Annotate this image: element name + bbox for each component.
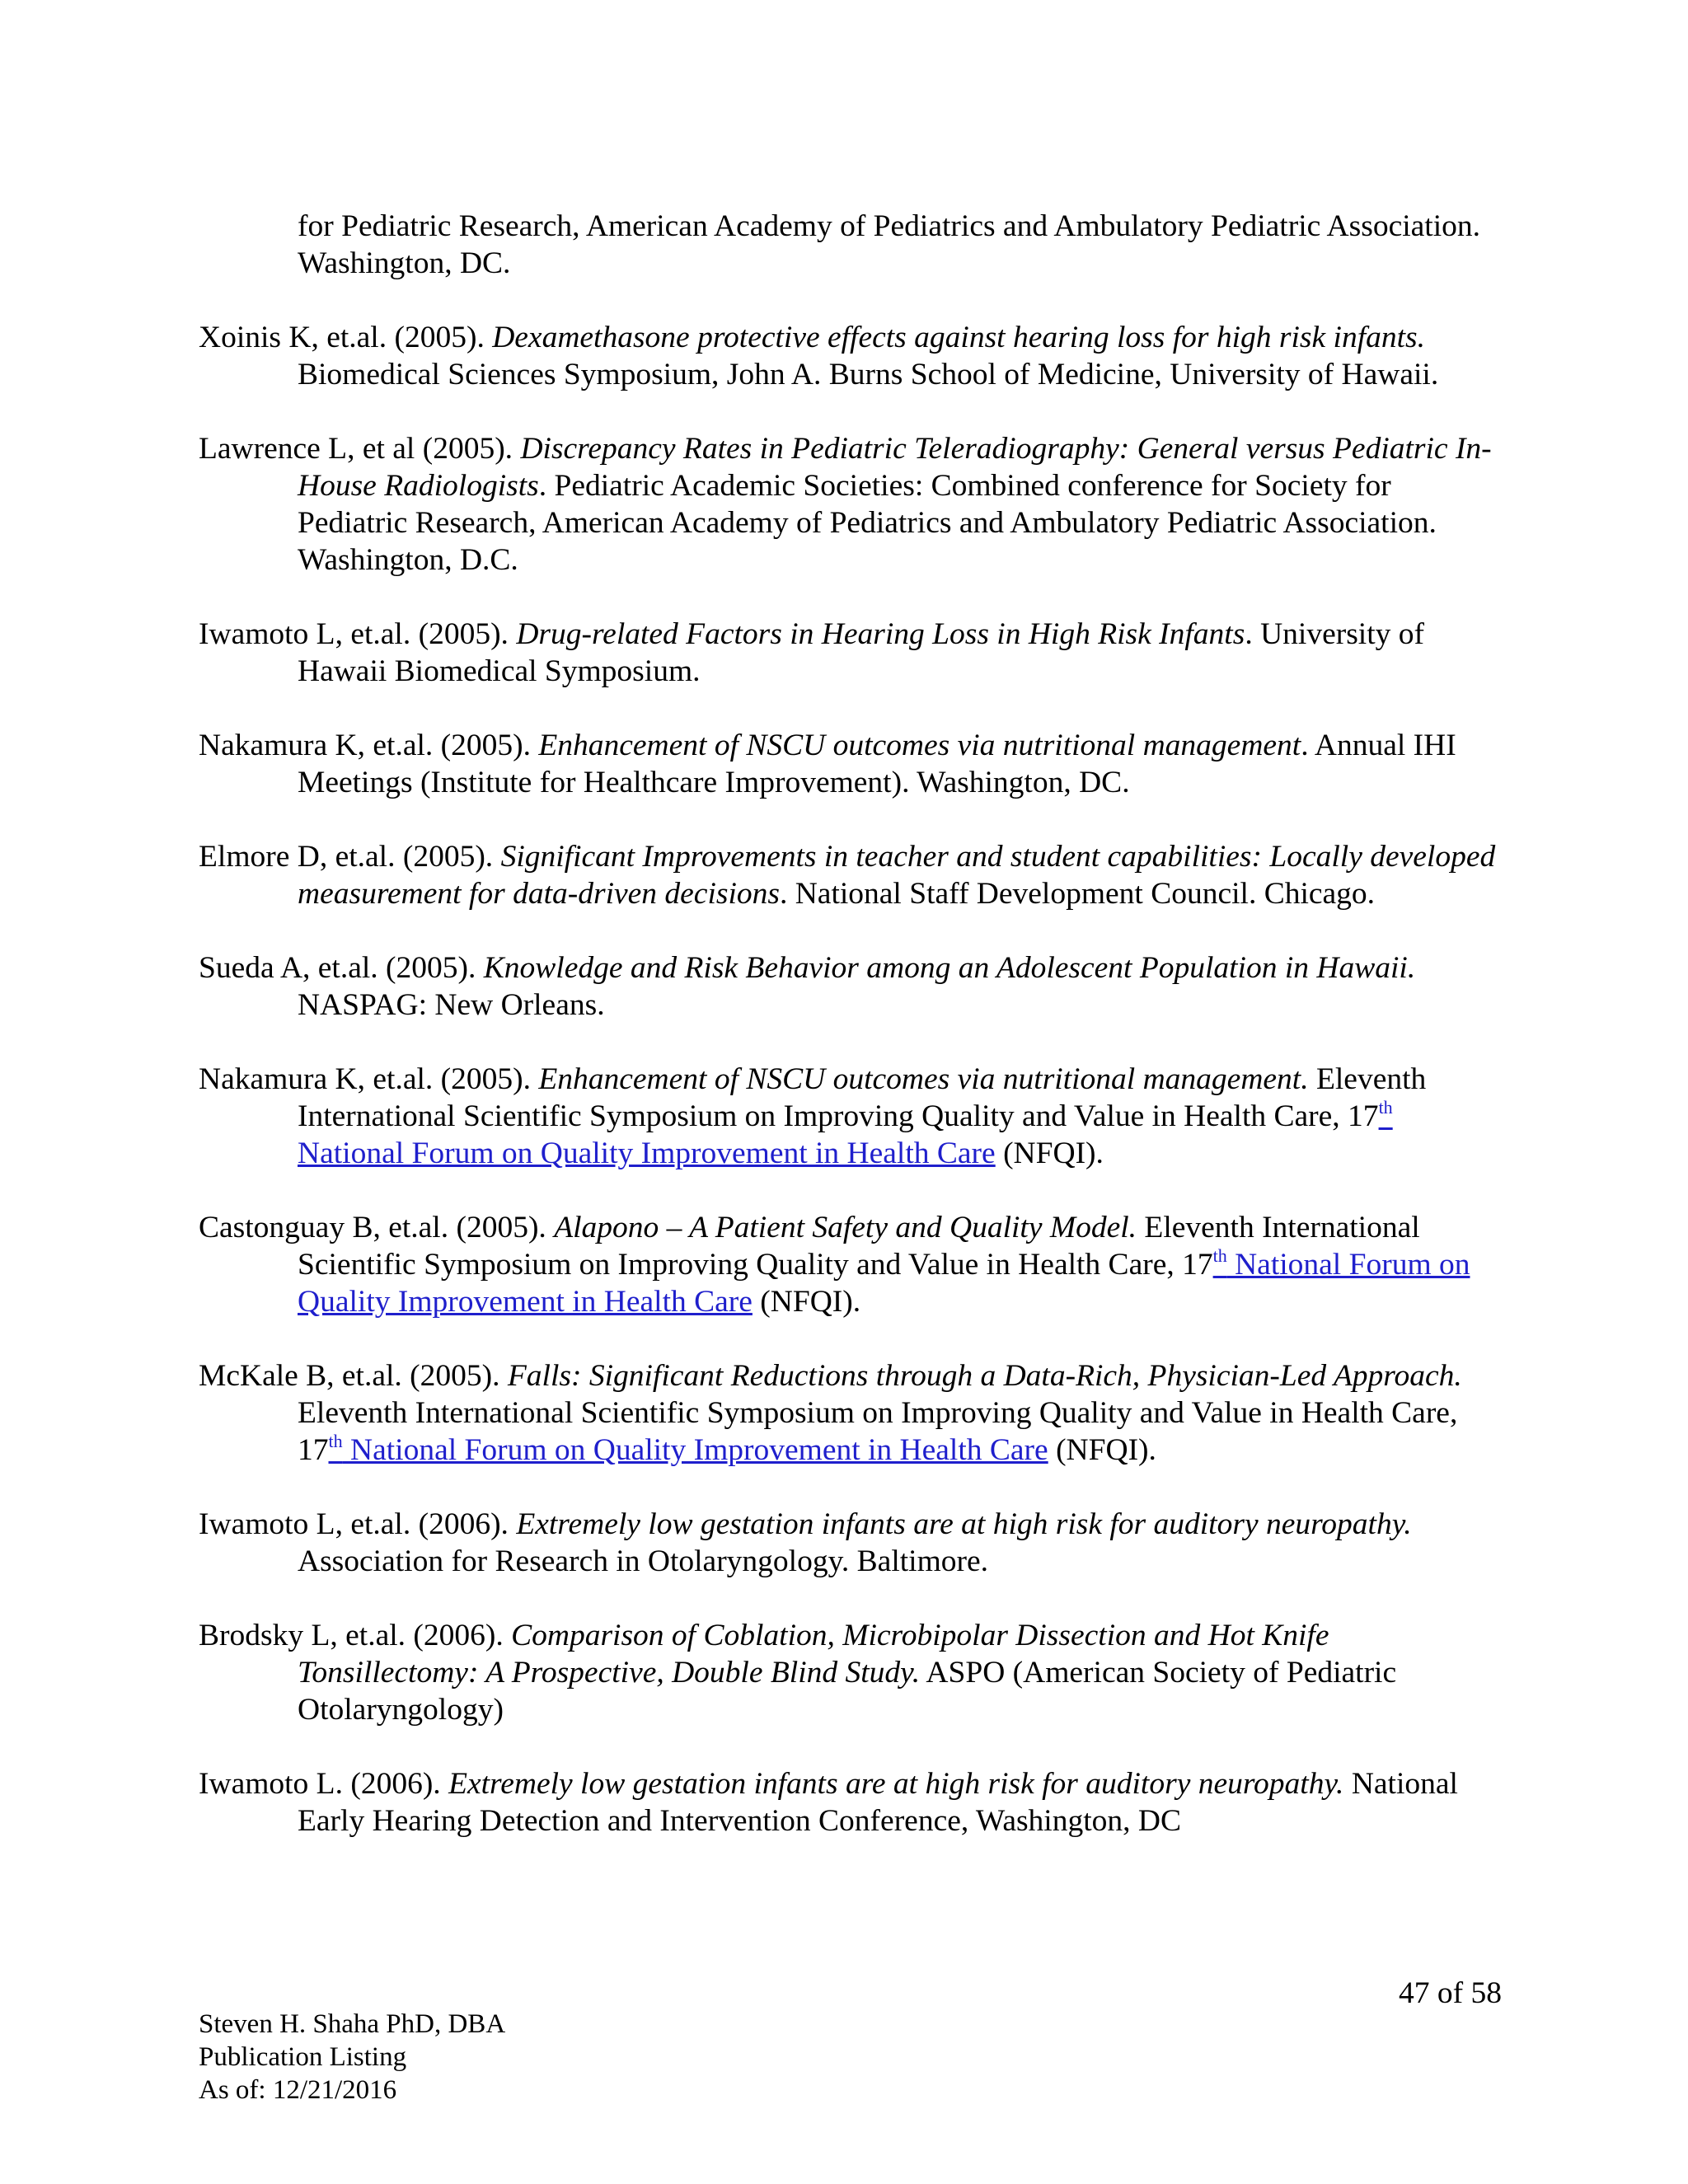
- list-item: [199, 1765, 1501, 1840]
- entry-tail: (NFQI).: [1048, 1433, 1156, 1467]
- list-item: [199, 1061, 1501, 1172]
- entry-venue: . National Staff Development Council. Chicago.: [779, 877, 1376, 911]
- publication-list: [199, 208, 1501, 1877]
- entry-authors: Nakamura K, et.al. (2005).: [199, 729, 539, 762]
- entry-title: Enhancement of NSCU outcomes via nutritional management.: [538, 1062, 1309, 1096]
- entry-title: Comparison of Coblation, Microbipolar Dissection and Hot Knife Tonsillectomy: A Prospective, Double Blind Study.: [298, 1619, 1329, 1690]
- list-item: [199, 430, 1501, 579]
- entry-title: Extremely low gestation infants are at high risk for auditory neuropathy.: [448, 1767, 1344, 1801]
- entry-authors: Elmore D, et.al. (2005).: [199, 840, 501, 874]
- entry-authors: McKale B, et.al. (2005).: [199, 1359, 508, 1393]
- list-item: [199, 949, 1501, 1024]
- ordinal-suffix: th: [1378, 1097, 1393, 1118]
- link-text: National Forum on Quality Improvement in Health Care: [342, 1433, 1048, 1467]
- entry-title: Falls: Significant Reductions through a Data-Rich, Physician-Led Approach.: [507, 1359, 1462, 1393]
- entry-venue: . Annual IHI Meetings (Institute for Healthcare Improvement). Washington, DC.: [298, 729, 1456, 799]
- list-item: [199, 838, 1501, 912]
- entry-venue: . University of Hawaii Biomedical Symposium.: [298, 617, 1424, 688]
- page-number: 47 of 58: [1399, 1976, 1502, 2010]
- entry-venue: Biomedical Sciences Symposium, John A. Burns School of Medicine, University of Hawaii.: [298, 358, 1439, 391]
- nfqi-link[interactable]: [329, 1433, 1048, 1467]
- list-item: [199, 1357, 1501, 1469]
- entry-venue: Association for Research in Otolaryngology. Baltimore.: [298, 1544, 989, 1578]
- entry-title: Discrepancy Rates in Pediatric Teleradiography: General versus Pediatric In-House Radiologists: [298, 432, 1492, 503]
- entry-authors: Iwamoto L, et.al. (2006).: [199, 1507, 517, 1541]
- entry-venue: NASPAG: New Orleans.: [298, 988, 605, 1022]
- entry-title: Knowledge and Risk Behavior among an Adolescent Population in Hawaii.: [483, 951, 1416, 985]
- entry-title: Dexamethasone protective effects against hearing loss for high risk infants.: [492, 321, 1425, 354]
- entry-tail: (NFQI).: [995, 1137, 1104, 1170]
- list-item: [199, 727, 1501, 801]
- list-item: [199, 1617, 1501, 1728]
- footer-doc-title: Publication Listing: [199, 2042, 407, 2072]
- entry-title: Alapono – A Patient Safety and Quality Model.: [554, 1211, 1137, 1244]
- entry-venue: National Early Hearing Detection and Intervention Conference, Washington, DC: [298, 1767, 1458, 1838]
- list-item: [199, 208, 1501, 282]
- entry-authors: Sueda A, et.al. (2005).: [199, 951, 484, 985]
- entry-authors: Castonguay B, et.al. (2005).: [199, 1211, 555, 1244]
- entry-authors: Iwamoto L, et.al. (2005).: [199, 617, 517, 651]
- entry-title: Drug-related Factors in Hearing Loss in High Risk Infants: [516, 617, 1245, 651]
- page-footer: [199, 2008, 505, 2107]
- entry-title: Significant Improvements in teacher and student capabilities: Locally developed measurement for data-driven decisions: [298, 840, 1496, 911]
- footer-date: As of: 12/21/2016: [199, 2075, 397, 2105]
- entry-venue: ASPO (American Society of Pediatric Otolaryngology): [298, 1656, 1397, 1727]
- ordinal-suffix: th: [1212, 1245, 1227, 1266]
- list-item: [199, 1209, 1501, 1320]
- entry-title: Enhancement of NSCU outcomes via nutritional management: [538, 729, 1301, 762]
- list-item: [199, 616, 1501, 690]
- link-text: National Forum on Quality Improvement in Health Care: [298, 1248, 1470, 1319]
- ordinal-suffix: th: [328, 1431, 343, 1451]
- list-item: [199, 319, 1501, 393]
- entry-venue: . Pediatric Academic Societies: Combined conference for Society for Pediatric Research, American Academy of Pediatrics and Ambulatory Pediatric Association. Washington, D.C.: [298, 469, 1437, 577]
- link-text: National Forum on Quality Improvement in Health Care: [298, 1137, 996, 1170]
- entry-authors: Xoinis K, et.al. (2005).: [199, 321, 493, 354]
- entry-title: Extremely low gestation infants are at high risk for auditory neuropathy.: [516, 1507, 1412, 1541]
- entry-text: for Pediatric Research, American Academy of Pediatrics and Ambulatory Pediatric Association. Washington, DC.: [298, 209, 1480, 280]
- entry-venue: Eleventh International Scientific Symposium on Improving Quality and Value in Health Care, 17: [298, 1396, 1458, 1467]
- entry-tail: (NFQI).: [752, 1285, 861, 1319]
- entry-authors: Iwamoto L. (2006).: [199, 1767, 449, 1801]
- entry-authors: Brodsky L, et.al. (2006).: [199, 1619, 512, 1652]
- footer-author: Steven H. Shaha PhD, DBA: [199, 2009, 506, 2039]
- entry-authors: Lawrence L, et al (2005).: [199, 432, 521, 466]
- list-item: [199, 1506, 1501, 1580]
- entry-authors: Nakamura K, et.al. (2005).: [199, 1062, 539, 1096]
- entry-venue: Eleventh International Scientific Symposium on Improving Quality and Value in Health Care, 17: [298, 1211, 1420, 1282]
- entry-venue: Eleventh International Scientific Symposium on Improving Quality and Value in Health Care, 17: [298, 1062, 1427, 1133]
